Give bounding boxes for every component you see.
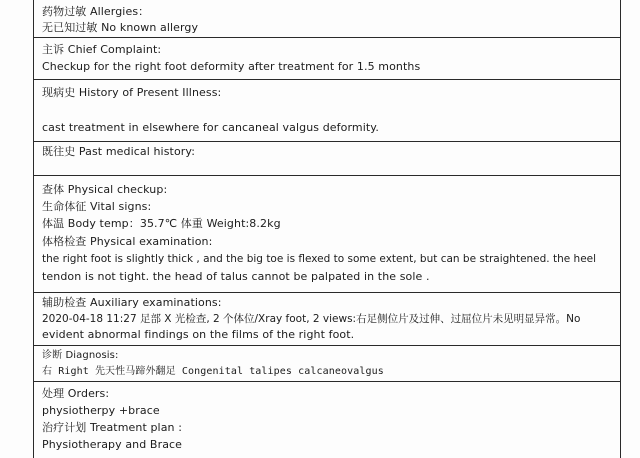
row-divider xyxy=(34,37,620,38)
vital-signs-heading: 生命体征 Vital signs: xyxy=(42,200,152,213)
physical-exam-line-2: tendon is not tight. the head of talus cannot be palpated in the sole . xyxy=(42,270,430,283)
record-table xyxy=(33,0,621,458)
physical-exam-line-1: the right foot is slightly thick , and the big toe is flexed to some extent, but can be straightened. the heel xyxy=(42,253,597,265)
orders-value: physiotherpy +brace xyxy=(42,404,160,417)
diagnosis-heading: 诊断 Diagnosis: xyxy=(42,350,119,361)
treatment-plan-value: Physiotherapy and Brace xyxy=(42,438,183,451)
vital-signs-values: 体温 Body temp：35.7℃ 体重 Weight:8.2kg xyxy=(42,217,281,230)
physical-exam-heading: 体格检查 Physical examination: xyxy=(42,235,213,248)
allergies-value: 无已知过敏 No known allergy xyxy=(42,21,199,34)
present-illness-heading: 现病史 History of Present Illness: xyxy=(42,86,222,99)
orders-heading: 处理 Orders: xyxy=(42,387,110,400)
row-divider xyxy=(34,141,620,142)
chief-complaint-value: Checkup for the right foot deformity after treatment for 1.5 months xyxy=(42,60,421,73)
past-history-heading: 既往史 Past medical history: xyxy=(42,145,196,158)
present-illness-value: cast treatment in elsewhere for cancaneal valgus deformity. xyxy=(42,121,379,134)
auxiliary-line-2: evident abnormal findings on the films of the right foot. xyxy=(42,328,355,341)
row-divider xyxy=(34,292,620,293)
auxiliary-line-1: 2020-04-18 11:27 足部 X 光检查, 2 个体位/Xray foot, 2 views:右足侧位片及过伸、过屈位片未见明显异常。No xyxy=(42,313,581,325)
chief-complaint-heading: 主诉 Chief Complaint: xyxy=(42,43,162,56)
row-divider xyxy=(34,175,620,176)
row-divider xyxy=(34,345,620,346)
physical-checkup-heading: 查体 Physical checkup: xyxy=(42,183,168,196)
auxiliary-heading: 辅助检查 Auxiliary examinations: xyxy=(42,296,222,309)
diagnosis-value: 右 Right 先天性马蹄外翻足 Congenital talipes calcaneovalgus xyxy=(42,366,384,377)
treatment-plan-heading: 治疗计划 Treatment plan : xyxy=(42,421,183,434)
allergies-heading: 药物过敏 Allergies： xyxy=(42,5,150,18)
row-divider xyxy=(34,79,620,80)
row-divider xyxy=(34,381,620,382)
